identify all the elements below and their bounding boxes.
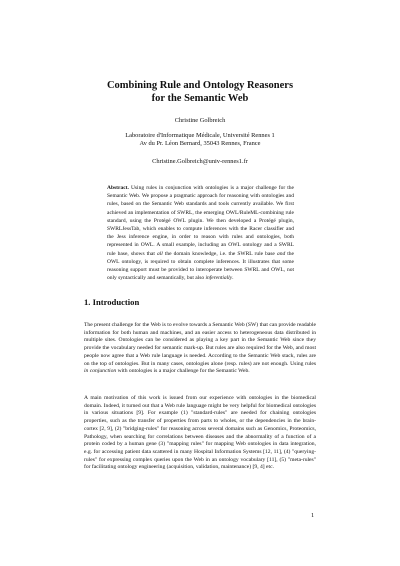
affiliation-line-1: Laboratoire d'Informatique Médicale, Université Rennes 1 [125,132,275,139]
abstract-text-a: Using rules in conjunction with ontologies is a major challenge for the Semantic Web. We propose a pragmatic approach for reasoning with ontologies and rules, based on the Semantic Web standards and tools currently available. We first achieved an implementation of SWRL, the emerging OWL/RuleML-combining rule standard, using the Protégé OWL plugin. We then developed a Protégé plugin, SWRLJessTab, which enables to compute inferences with the Racer classifier and the Jess inference engine, in order to reason with rules and ontologies, both represented in OWL. A small example, including an OWL ontology and a SWRL rule base, shows that [107,185,294,257]
intro-p1-text-b: with ontologies is a major challenge for the Semantic Web. [116,368,250,375]
section-heading: 1. Introduction [84,297,140,307]
affiliation [0,132,400,148]
abstract-emphasis-inferentially: inferentially [205,275,233,282]
abstract-text-d: . [232,275,234,282]
page-number: 1 [311,512,315,519]
intro-paragraph-1 [84,322,316,376]
abstract-text-b: the domain knowledge, i.e. the SWRL rule base [162,250,277,257]
abstract-emphasis-and: and [276,250,286,257]
abstract-emphasis-all: all [156,250,163,257]
author-name: Christine Golbreich [174,117,226,124]
author-email: Christine.Golbreich@univ-rennes1.fr [152,158,248,165]
title-line-2: for the Semantic Web [151,93,249,104]
title-line-1: Combining Rule and Ontology Reasoners [106,80,294,91]
intro-p1-emphasis: in conjunction [84,368,117,375]
abstract-text-c: the OWL ontology, is required to obtain complete inferences. It illustrates that some reasoning support must be provided to interoperate between SWRL and OWL, not only syntactically and semantically, but also [107,250,294,282]
intro-paragraph-2: A main motivation of this work is issued from our experience with ontologies in the biomedical domain. Indeed, it turned out that a Web rule language might be very helpful for biomedical ontologies in various situations [9]. For example (1) "standard-rules" are needed for chaining ontologies properties, such as the transfer of properties from parts to wholes, or the dependencies in the brain-cortex [2, 9], (2) "bridging-rules" for reasoning across several domains such as Genomics, Proteomics, Pathology, when searching for correlations between diseases and the abnormality of a function of a protein coded by a human gene (3) "mapping rules" for mapping Web ontologies in data integration, e.g. for accessing patient data scattered in many Hospital Information Systems [12, 11], (4) "querying-rules" for expressing complex queries upon the Web in an ontology vocabulary [11], (5) "meta-rules" for facilitating ontology engineering (acquisition, validation, maintenance) [9, 4] etc. [84,395,316,471]
abstract-label: Abstract. [107,185,129,191]
intro-p1-text-a: The present challenge for the Web is to evolve towards a Semantic Web (SW) that can provide readable information for both human and machines, and an easier access to heterogeneous data distributed in multiple sites. Ontologies can be considered as playing a key part in the Semantic Web since they provide the vocabulary needed for semantic mark-up. But rules are also required for the Web, and most people now agree that a Web rule language is needed. According to the Semantic Web stack, rules are on the top of ontologies. But in many cases, ontologies alone (resp. rules) are not enough. Using rules [84,322,316,367]
abstract [107,184,294,282]
paper-title [0,79,400,105]
affiliation-line-2: Av du Pr. Léon Bernard, 35043 Rennes, France [139,140,261,148]
